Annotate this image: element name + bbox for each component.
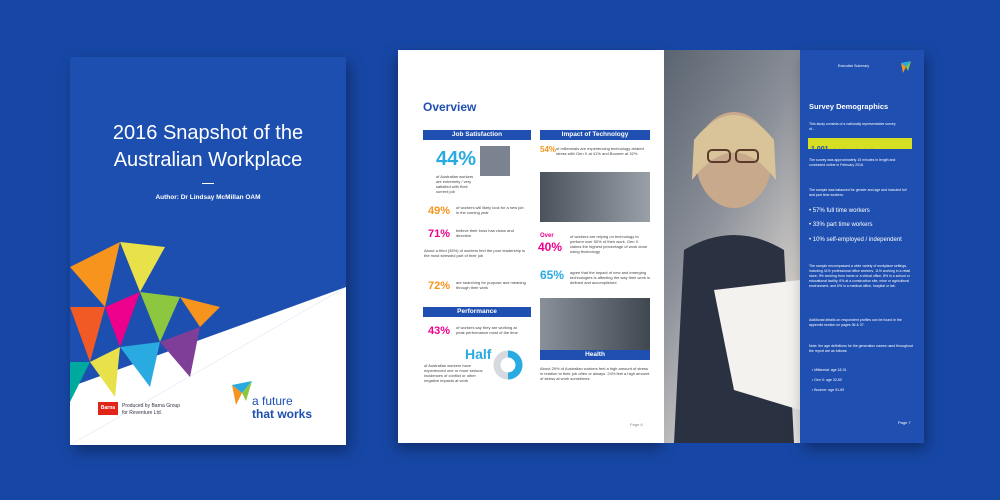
appendix-text: Additional details on respondent profiles can be found in the appendix section on pages 36 & 37. xyxy=(809,318,902,327)
barna-logo: Barna xyxy=(98,402,118,415)
section-health: Health xyxy=(540,350,650,360)
stat-72: 72% xyxy=(428,280,451,292)
stressed-worker-photo xyxy=(540,298,650,350)
left-page-number: Page 6 xyxy=(630,422,643,427)
balance-text: The sample was balanced for gender and age and included full and part time workers: xyxy=(809,188,907,197)
produced-by-text xyxy=(122,403,202,417)
stat-40: 40% xyxy=(538,240,563,254)
workplace-settings-text: The sample encompassed a wide variety of workplace settings, including 41% professional office workers, 11% working in a retail store, 9% working from home or a virtual office, 8% in a school or educational facility, 6% at a construction site, mine or agricultural environment, and 6% in a medical office, hospital or lab. xyxy=(809,264,911,288)
stat-over: Over xyxy=(540,233,554,239)
demographics-page xyxy=(800,50,924,443)
bullet-full-time-text: 57% full time workers xyxy=(812,208,870,214)
stat-49: 49% xyxy=(428,205,451,217)
title-divider xyxy=(202,183,214,184)
highlight-number: 1,001 xyxy=(811,146,829,153)
page-heading: Overview xyxy=(423,100,477,114)
executive-summary-tag: Executive Summary xyxy=(838,64,870,68)
stat-43: 43% xyxy=(428,325,451,337)
bullet-part-time-text: 33% part time workers xyxy=(812,222,873,228)
cover-author: Author: Dr Lindsay McMillan OAM xyxy=(155,194,261,201)
section-job-satisfaction: Job Satisfaction xyxy=(423,130,531,140)
demographics-heading: Survey Demographics xyxy=(809,102,889,111)
bullet-self-employed-text: 10% self-employed / independent xyxy=(812,237,902,243)
stat-71: 71% xyxy=(428,228,451,240)
cover-title-line2: Australian Workplace xyxy=(113,149,303,171)
half-donut-chart xyxy=(493,350,523,380)
stat-54: 54% xyxy=(540,145,557,154)
woman-reading-photo xyxy=(664,50,800,443)
future-works-logo-icon xyxy=(230,379,254,407)
small-logo-icon xyxy=(900,60,912,74)
bullet-part-time: • 33% part time workers xyxy=(809,222,873,228)
team-photo xyxy=(540,172,650,222)
report-cover xyxy=(70,57,346,445)
millennial-age: • Millennial: age 18-31 xyxy=(812,368,847,372)
logo-line1: a future xyxy=(252,394,293,408)
overview-page: Overview Job Satisfaction Impact of Technology 44% of Australian workers are extremely / very satisfied with their current job 49% of workers will likely look for a new job in the coming year 71% believe their boss has vision and direction About a third (35%) of workers feel the poor leadership is the most stressful part of their job 72% are searching for purpose and meaning through their work Performance 43% of workers say they are working at peak performance most of the time Half of Australian workers have experienced one or more serious incidences of conflict or other negative impacts at work 54% of millennials are experiencing technology-related stress with Gen X at 41% and Boomer at 32% Over 40% of workers are relying on technology to perform over 50% of their work. Gen X claims the highest percentage of work done using technology 65% agree that the impact of new and emerging technologies is affecting the way their work is defined and accomplished Health About 29% of Australian workers feel a high amount of stress in relation to their job often or always. 24% feel a high amount of stress at work sometimes Page 6 xyxy=(398,50,664,443)
produced-line2: for Reventure Ltd. xyxy=(122,410,163,416)
age-definitions-text: Note: the age definitions for the generation names used throughout the report are as follows: xyxy=(809,344,913,353)
bullet-self-employed: • 10% self-employed / independent xyxy=(809,237,902,243)
future-works-logo-text xyxy=(252,395,312,421)
logo-line2: that works xyxy=(252,407,313,421)
stat-65: 65% xyxy=(540,268,565,282)
right-page-number: Page 7 xyxy=(898,420,911,425)
intro-text: This study consists of a nationally representative survey of... xyxy=(809,122,896,131)
highlight-label: Australian employed adults xyxy=(832,148,876,152)
boomer-age: • Boomer: age 51-69 xyxy=(812,388,845,392)
survey-length-text: The survey was approximately 15 minutes in length and conducted online in February 2016. xyxy=(809,158,896,167)
highlight-box xyxy=(808,138,912,153)
section-performance: Performance xyxy=(423,307,531,317)
cover-graphic xyxy=(70,57,346,445)
section-impact-of-technology: Impact of Technology xyxy=(540,130,650,140)
cover-title xyxy=(70,120,346,174)
cover-title-line1: 2016 Snapshot of the xyxy=(112,122,304,144)
stat-half: Half xyxy=(465,346,492,362)
worker-photo xyxy=(480,146,510,176)
bullet-full-time: • 57% full time workers xyxy=(809,208,870,214)
stat-44: 44% xyxy=(436,148,477,170)
genx-age: • Gen X: age 32-50 xyxy=(812,378,842,382)
produced-line1: Produced by Barna Group xyxy=(122,403,181,409)
